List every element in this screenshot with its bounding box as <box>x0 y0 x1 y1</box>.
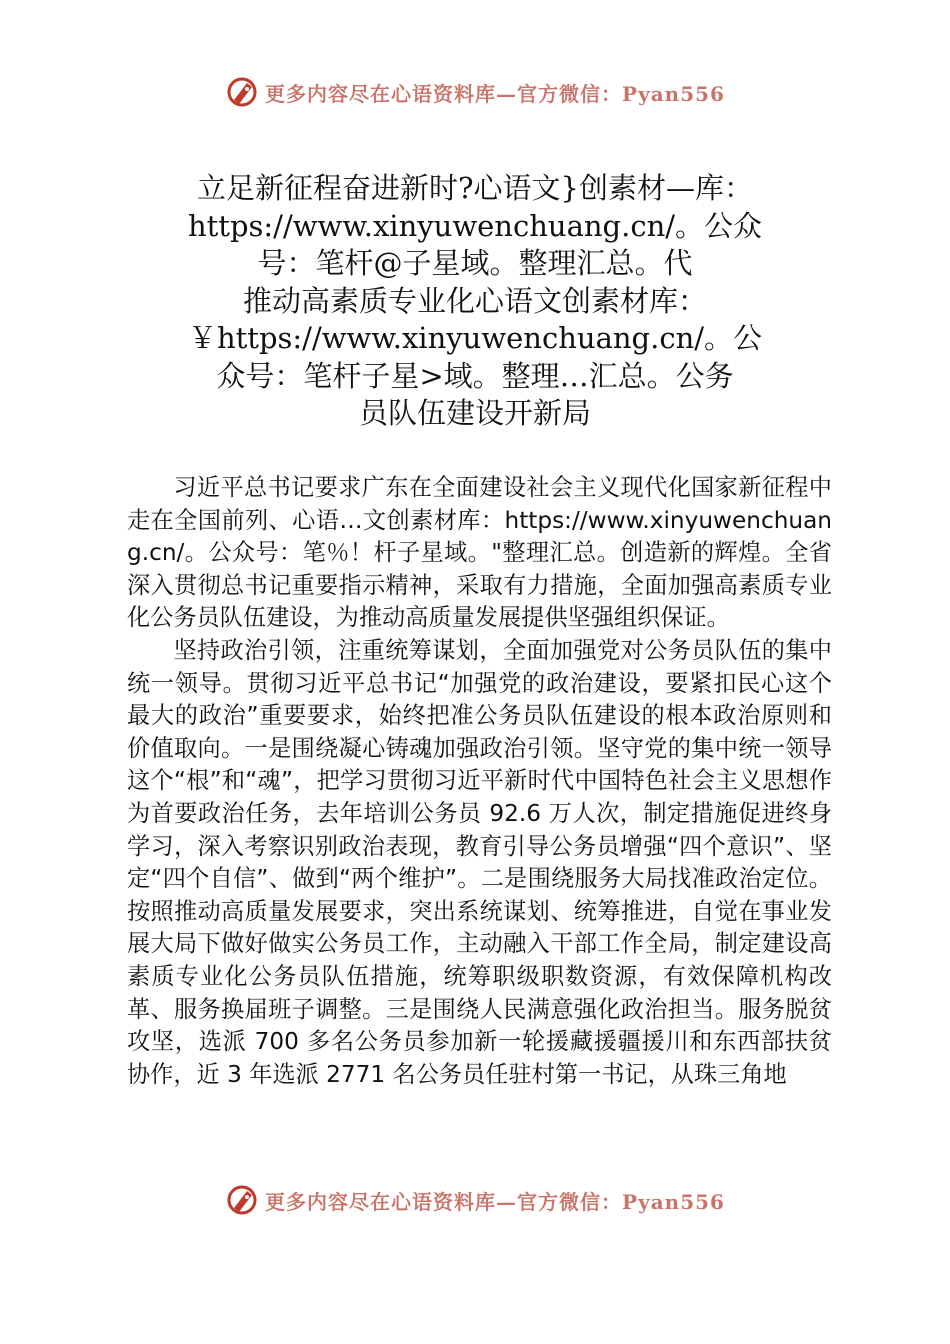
document-title <box>150 170 800 433</box>
document-body <box>127 472 832 1091</box>
title-line: https://www.xinyuwenchuang.cn/。公众 <box>187 208 763 243</box>
footer-banner-text: 更多内容尽在心语资料库—官方微信：Pyan556 <box>265 1189 725 1214</box>
body-paragraph-2: 坚持政治引领，注重统筹谋划，全面加强党对公务员队伍的集中统一领导。贯彻习近平总书记“加强党的政治建设，要紧扣民心这个最大的政治”重要要求，始终把准公务员队伍建设的根本政治原则和价值取向。一是围绕凝心铸魂加强政治引领。坚守党的集中统一领导这个“根”和“魂”，把学习贯彻习近平新时代中国特色社会主义思想作为首要政治任务，去年培训公务员 92.6 万人次，制定措施促进终身学习，深入考察识别政治表现，教育引导公务员增强“四个意识”、坚定“四个自信”、做到“两个维护”。二是围绕服务大局找准政治定位。按照推动高质量发展要求，突出系统谋划、统筹推进，自觉在事业发展大局下做好做实公务员工作，主动融入干部工作全局，制定建设高素质专业化公务员队伍措施，统筹职级职数资源，有效保障机构改革、服务换届班子调整。三是围绕人民满意强化政治担当。服务脱贫攻坚，选派 700 多名公务员参加新一轮援藏援疆援川和东西部扶贫协作，近 3 年选派 2771 名公务员任驻村第一书记，从珠三角地 <box>127 636 832 1088</box>
header-banner <box>0 72 950 112</box>
title-line: 众号：笔杆子星>域。整理…汇总。公务 <box>216 358 734 393</box>
title-line: 号：笔杆@子星域。整理汇总。代 <box>257 246 693 280</box>
pen-nib-icon <box>225 1183 259 1217</box>
title-line: 立足新征程奋进新时?心语文}创素材—库： <box>197 171 753 205</box>
title-line: ￥https://www.xinyuwenchuang.cn/。公 <box>187 321 763 355</box>
footer-banner <box>0 1180 950 1220</box>
title-line: 员队伍建设开新局 <box>358 396 591 430</box>
header-banner-text: 更多内容尽在心语资料库—官方微信：Pyan556 <box>265 81 725 106</box>
title-line: 推动高素质专业化心语文创素材库： <box>242 283 707 318</box>
body-paragraph-1: 习近平总书记要求广东在全面建设社会主义现代化国家新征程中走在全国前列、心语…文创素材库：https://www.xinyuwenchuang.cn/。公众号：笔％！杆子星域。"整理汇总。创造新的辉煌。全省深入贯彻总书记重要指示精神，采取有力措施，全面加强高素质专业化公务员队伍建设，为推动高质量发展提供坚强组织保证。 <box>127 474 832 632</box>
pen-nib-icon <box>225 75 259 109</box>
